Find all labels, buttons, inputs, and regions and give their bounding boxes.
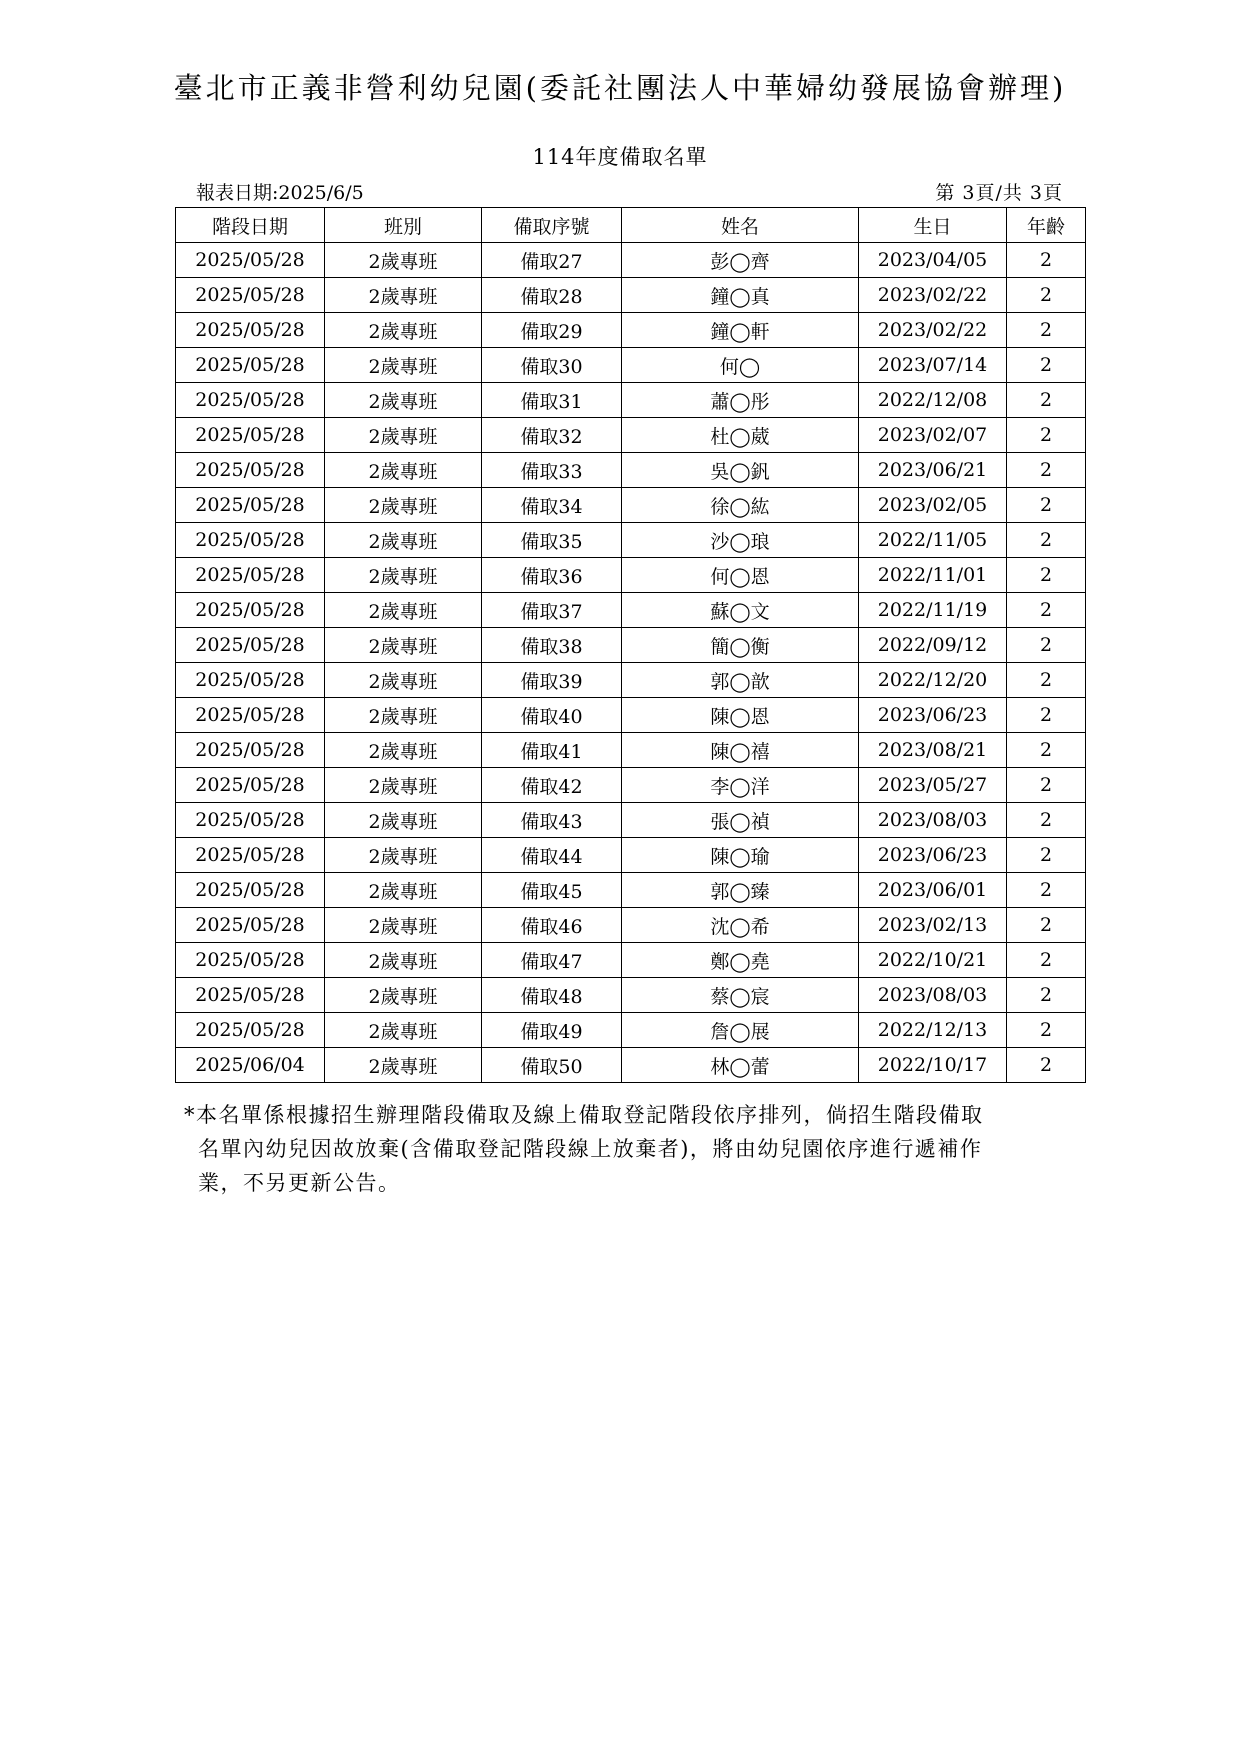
- cell-age: 2: [1007, 873, 1086, 908]
- cell-class: 2歲專班: [325, 663, 482, 698]
- cell-waitlist-number: 備取43: [482, 803, 622, 838]
- cell-waitlist-number: 備取33: [482, 453, 622, 488]
- cell-stage-date: 2025/05/28: [176, 453, 325, 488]
- cell-age: 2: [1007, 488, 1086, 523]
- cell-birthday: 2023/02/05: [859, 488, 1007, 523]
- cell-waitlist-number: 備取40: [482, 698, 622, 733]
- cell-age: 2: [1007, 348, 1086, 383]
- report-date: 報表日期:2025/6/5: [196, 182, 364, 204]
- cell-age: 2: [1007, 698, 1086, 733]
- cell-age: 2: [1007, 943, 1086, 978]
- cell-name: 張◯禎: [622, 803, 859, 838]
- column-header-waitlist-number: 備取序號: [482, 208, 622, 243]
- table-row: [176, 348, 1086, 383]
- table-row: [176, 803, 1086, 838]
- cell-birthday: 2023/08/03: [859, 803, 1007, 838]
- cell-stage-date: 2025/05/28: [176, 943, 325, 978]
- cell-waitlist-number: 備取37: [482, 593, 622, 628]
- cell-name: 郭◯歆: [622, 663, 859, 698]
- cell-name: 陳◯恩: [622, 698, 859, 733]
- cell-class: 2歲專班: [325, 838, 482, 873]
- cell-age: 2: [1007, 628, 1086, 663]
- cell-birthday: 2023/06/23: [859, 698, 1007, 733]
- cell-name: 郭◯臻: [622, 873, 859, 908]
- cell-name: 鐘◯真: [622, 278, 859, 313]
- cell-birthday: 2023/02/13: [859, 908, 1007, 943]
- table-row: [176, 1048, 1086, 1083]
- cell-stage-date: 2025/05/28: [176, 663, 325, 698]
- cell-waitlist-number: 備取46: [482, 908, 622, 943]
- cell-waitlist-number: 備取28: [482, 278, 622, 313]
- cell-class: 2歲專班: [325, 418, 482, 453]
- cell-class: 2歲專班: [325, 768, 482, 803]
- table-row: [176, 278, 1086, 313]
- cell-class: 2歲專班: [325, 243, 482, 278]
- cell-name: 蔡◯宸: [622, 978, 859, 1013]
- cell-name: 蕭◯彤: [622, 383, 859, 418]
- page-indicator: 第 3頁/共 3頁: [935, 182, 1063, 204]
- table-row: [176, 523, 1086, 558]
- cell-stage-date: 2025/05/28: [176, 313, 325, 348]
- cell-stage-date: 2025/05/28: [176, 768, 325, 803]
- cell-birthday: 2023/05/27: [859, 768, 1007, 803]
- document-title: 臺北市正義非營利幼兒園(委託社團法人中華婦幼發展協會辦理): [173, 71, 1067, 105]
- cell-name: 沈◯希: [622, 908, 859, 943]
- table-row: [176, 313, 1086, 348]
- table-row: [176, 663, 1086, 698]
- cell-birthday: 2022/10/21: [859, 943, 1007, 978]
- cell-birthday: 2023/02/22: [859, 313, 1007, 348]
- cell-age: 2: [1007, 838, 1086, 873]
- cell-birthday: 2023/06/23: [859, 838, 1007, 873]
- cell-waitlist-number: 備取31: [482, 383, 622, 418]
- table-row: [176, 628, 1086, 663]
- column-header-stage-date: 階段日期: [176, 208, 325, 243]
- cell-stage-date: 2025/05/28: [176, 488, 325, 523]
- table-row: [176, 383, 1086, 418]
- cell-stage-date: 2025/05/28: [176, 803, 325, 838]
- cell-age: 2: [1007, 663, 1086, 698]
- cell-name: 蘇◯文: [622, 593, 859, 628]
- cell-name: 彭◯齊: [622, 243, 859, 278]
- cell-name: 李◯洋: [622, 768, 859, 803]
- cell-class: 2歲專班: [325, 593, 482, 628]
- cell-stage-date: 2025/05/28: [176, 278, 325, 313]
- cell-name: 沙◯琅: [622, 523, 859, 558]
- cell-age: 2: [1007, 908, 1086, 943]
- cell-class: 2歲專班: [325, 558, 482, 593]
- footnote-line: 業，不另更新公告。: [198, 1171, 401, 1195]
- table-row: [176, 558, 1086, 593]
- cell-waitlist-number: 備取29: [482, 313, 622, 348]
- cell-waitlist-number: 備取45: [482, 873, 622, 908]
- table-header-row: [176, 208, 1086, 243]
- cell-stage-date: 2025/05/28: [176, 628, 325, 663]
- cell-age: 2: [1007, 523, 1086, 558]
- footnote: [184, 1098, 1084, 1200]
- table-row: [176, 1013, 1086, 1048]
- cell-class: 2歲專班: [325, 943, 482, 978]
- cell-birthday: 2022/10/17: [859, 1048, 1007, 1083]
- cell-birthday: 2022/09/12: [859, 628, 1007, 663]
- cell-birthday: 2022/12/08: [859, 383, 1007, 418]
- cell-stage-date: 2025/05/28: [176, 733, 325, 768]
- cell-age: 2: [1007, 558, 1086, 593]
- cell-class: 2歲專班: [325, 488, 482, 523]
- cell-name: 鐘◯軒: [622, 313, 859, 348]
- cell-stage-date: 2025/05/28: [176, 523, 325, 558]
- cell-name: 簡◯衡: [622, 628, 859, 663]
- cell-birthday: 2022/12/20: [859, 663, 1007, 698]
- cell-class: 2歲專班: [325, 453, 482, 488]
- cell-name: 詹◯展: [622, 1013, 859, 1048]
- cell-waitlist-number: 備取32: [482, 418, 622, 453]
- cell-stage-date: 2025/06/04: [176, 1048, 325, 1083]
- column-header-birthday: 生日: [859, 208, 1007, 243]
- cell-birthday: 2022/11/05: [859, 523, 1007, 558]
- table-row: [176, 873, 1086, 908]
- cell-waitlist-number: 備取36: [482, 558, 622, 593]
- cell-stage-date: 2025/05/28: [176, 383, 325, 418]
- cell-age: 2: [1007, 243, 1086, 278]
- cell-age: 2: [1007, 593, 1086, 628]
- footnote-line: *本名單係根據招生辦理階段備取及線上備取登記階段依序排列，倘招生階段備取: [184, 1103, 984, 1127]
- cell-age: 2: [1007, 278, 1086, 313]
- cell-class: 2歲專班: [325, 523, 482, 558]
- cell-waitlist-number: 備取42: [482, 768, 622, 803]
- cell-stage-date: 2025/05/28: [176, 593, 325, 628]
- table-row: [176, 733, 1086, 768]
- cell-waitlist-number: 備取34: [482, 488, 622, 523]
- cell-stage-date: 2025/05/28: [176, 978, 325, 1013]
- cell-stage-date: 2025/05/28: [176, 418, 325, 453]
- cell-stage-date: 2025/05/28: [176, 1013, 325, 1048]
- cell-name: 陳◯禧: [622, 733, 859, 768]
- cell-class: 2歲專班: [325, 733, 482, 768]
- table-row: [176, 418, 1086, 453]
- cell-birthday: 2023/02/22: [859, 278, 1007, 313]
- cell-name: 林◯蕾: [622, 1048, 859, 1083]
- cell-waitlist-number: 備取49: [482, 1013, 622, 1048]
- table-row: [176, 943, 1086, 978]
- cell-class: 2歲專班: [325, 908, 482, 943]
- cell-stage-date: 2025/05/28: [176, 348, 325, 383]
- cell-age: 2: [1007, 1048, 1086, 1083]
- cell-class: 2歲專班: [325, 313, 482, 348]
- table-row: [176, 768, 1086, 803]
- cell-name: 吳◯釩: [622, 453, 859, 488]
- cell-class: 2歲專班: [325, 978, 482, 1013]
- cell-name: 何◯: [622, 348, 859, 383]
- cell-class: 2歲專班: [325, 628, 482, 663]
- table-row: [176, 243, 1086, 278]
- cell-waitlist-number: 備取41: [482, 733, 622, 768]
- cell-waitlist-number: 備取39: [482, 663, 622, 698]
- table-row: [176, 698, 1086, 733]
- cell-class: 2歲專班: [325, 873, 482, 908]
- cell-birthday: 2022/12/13: [859, 1013, 1007, 1048]
- table-row: [176, 978, 1086, 1013]
- table-row: [176, 488, 1086, 523]
- cell-birthday: 2022/11/01: [859, 558, 1007, 593]
- cell-waitlist-number: 備取30: [482, 348, 622, 383]
- cell-age: 2: [1007, 733, 1086, 768]
- table-row: [176, 593, 1086, 628]
- cell-age: 2: [1007, 768, 1086, 803]
- cell-age: 2: [1007, 383, 1086, 418]
- cell-age: 2: [1007, 978, 1086, 1013]
- column-header-class: 班別: [325, 208, 482, 243]
- cell-stage-date: 2025/05/28: [176, 243, 325, 278]
- cell-age: 2: [1007, 418, 1086, 453]
- cell-class: 2歲專班: [325, 278, 482, 313]
- column-header-name: 姓名: [622, 208, 859, 243]
- cell-birthday: 2023/02/07: [859, 418, 1007, 453]
- table-body: [176, 243, 1086, 1083]
- cell-birthday: 2022/11/19: [859, 593, 1007, 628]
- cell-waitlist-number: 備取48: [482, 978, 622, 1013]
- table-row: [176, 908, 1086, 943]
- cell-class: 2歲專班: [325, 1048, 482, 1083]
- cell-birthday: 2023/06/01: [859, 873, 1007, 908]
- cell-name: 杜◯葳: [622, 418, 859, 453]
- table-row: [176, 838, 1086, 873]
- cell-birthday: 2023/07/14: [859, 348, 1007, 383]
- cell-waitlist-number: 備取44: [482, 838, 622, 873]
- cell-stage-date: 2025/05/28: [176, 558, 325, 593]
- cell-waitlist-number: 備取50: [482, 1048, 622, 1083]
- footnote-line: 名單內幼兒因故放棄(含備取登記階段線上放棄者)，將由幼兒園依序進行遞補作: [198, 1137, 983, 1161]
- cell-name: 何◯恩: [622, 558, 859, 593]
- cell-stage-date: 2025/05/28: [176, 908, 325, 943]
- cell-birthday: 2023/08/21: [859, 733, 1007, 768]
- cell-class: 2歲專班: [325, 1013, 482, 1048]
- cell-age: 2: [1007, 1013, 1086, 1048]
- waitlist-table: [175, 207, 1086, 1083]
- cell-birthday: 2023/04/05: [859, 243, 1007, 278]
- cell-class: 2歲專班: [325, 348, 482, 383]
- table-row: [176, 453, 1086, 488]
- cell-stage-date: 2025/05/28: [176, 838, 325, 873]
- cell-name: 陳◯瑜: [622, 838, 859, 873]
- cell-class: 2歲專班: [325, 383, 482, 418]
- cell-age: 2: [1007, 453, 1086, 488]
- cell-name: 徐◯紘: [622, 488, 859, 523]
- cell-birthday: 2023/08/03: [859, 978, 1007, 1013]
- cell-stage-date: 2025/05/28: [176, 873, 325, 908]
- cell-class: 2歲專班: [325, 698, 482, 733]
- cell-class: 2歲專班: [325, 803, 482, 838]
- cell-age: 2: [1007, 313, 1086, 348]
- cell-name: 鄭◯堯: [622, 943, 859, 978]
- cell-waitlist-number: 備取35: [482, 523, 622, 558]
- cell-waitlist-number: 備取38: [482, 628, 622, 663]
- cell-age: 2: [1007, 803, 1086, 838]
- cell-birthday: 2023/06/21: [859, 453, 1007, 488]
- column-header-age: 年齡: [1007, 208, 1086, 243]
- cell-waitlist-number: 備取27: [482, 243, 622, 278]
- cell-stage-date: 2025/05/28: [176, 698, 325, 733]
- document-subtitle: 114年度備取名單: [532, 145, 708, 169]
- cell-waitlist-number: 備取47: [482, 943, 622, 978]
